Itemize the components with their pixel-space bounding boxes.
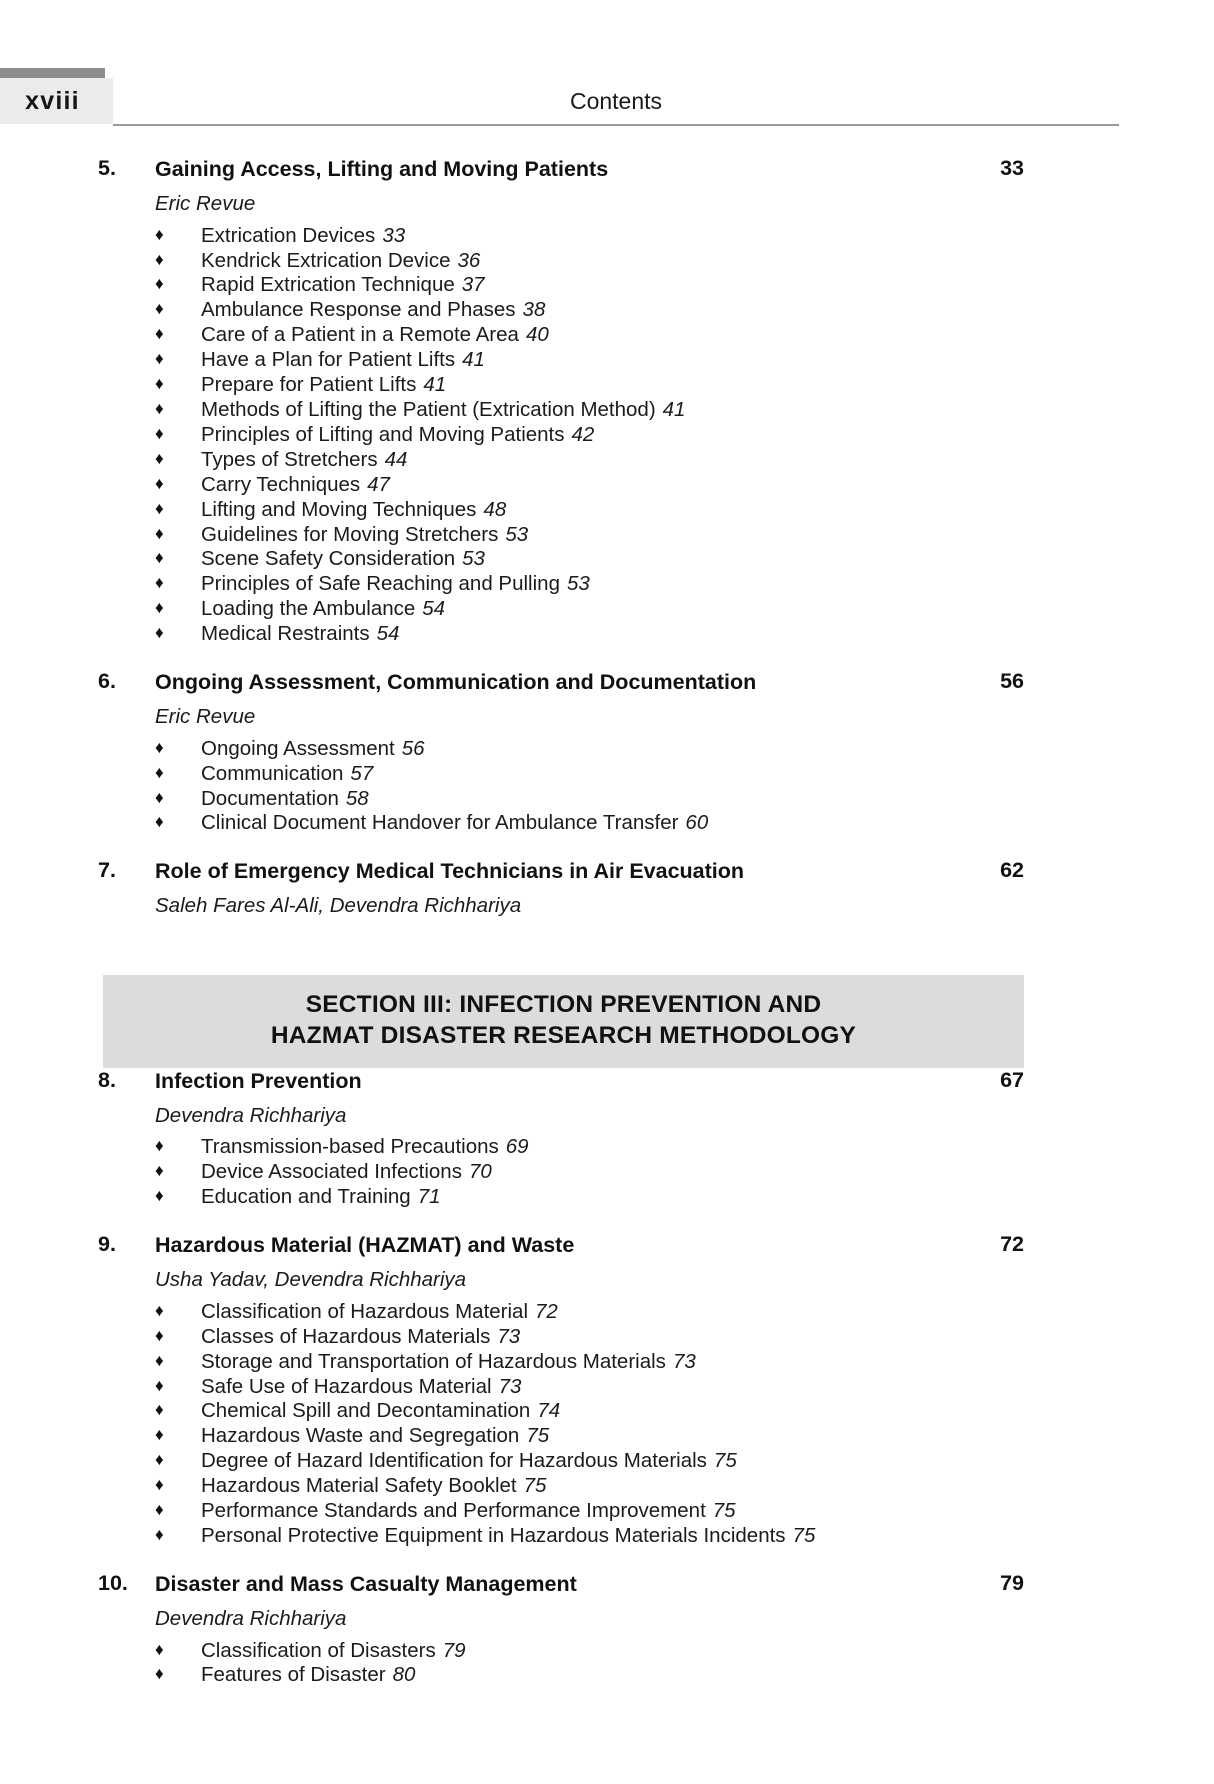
chapter-page-number: 79 [1000, 1570, 1024, 1595]
diamond-bullet-icon: ♦ [155, 548, 164, 568]
topic-label: Classification of Hazardous Material [201, 1299, 528, 1323]
toc-chapter-entry[interactable] [0, 156, 1119, 669]
topic-label: Hazardous Waste and Segregation [201, 1424, 520, 1448]
chapter-title: Hazardous Material (HAZMAT) and Waste [155, 1233, 575, 1258]
topic-list-item[interactable] [155, 737, 1119, 762]
chapter-authors: Devendra Richhariya [155, 1606, 347, 1630]
topic-list-item[interactable] [155, 448, 1119, 473]
chapter-topic-list [0, 1300, 1119, 1549]
topic-label: Documentation [201, 786, 339, 810]
diamond-bullet-icon: ♦ [155, 498, 164, 518]
chapter-topic-list [0, 1639, 1119, 1689]
diamond-bullet-icon: ♦ [155, 299, 164, 319]
topic-page-number: 71 [417, 1185, 441, 1209]
chapter-heading[interactable] [0, 1571, 1119, 1601]
section-banner-line-2: HAZMAT DISASTER RESEARCH METHODOLOGY [270, 1022, 857, 1050]
topic-page-number: 73 [672, 1349, 696, 1373]
diamond-bullet-icon: ♦ [155, 737, 164, 757]
diamond-bullet-icon: ♦ [155, 249, 164, 269]
chapter-spacer [0, 1688, 1119, 1710]
topic-list-item[interactable] [155, 1135, 1119, 1160]
topic-label: Care of a Patient in a Remote Area [201, 323, 519, 347]
topic-label: Scene Safety Consideration [201, 547, 456, 571]
topic-label: Carry Techniques [201, 472, 361, 496]
topic-page-number: 38 [522, 298, 546, 322]
topic-label: Transmission-based Precautions [201, 1135, 499, 1159]
diamond-bullet-icon: ♦ [155, 1325, 164, 1345]
diamond-bullet-icon: ♦ [155, 349, 164, 369]
chapter-page-number: 56 [1000, 669, 1024, 694]
diamond-bullet-icon: ♦ [155, 1161, 164, 1181]
chapter-spacer [0, 1210, 1119, 1232]
section-banner-line-1: SECTION III: INFECTION PREVENTION AND [305, 991, 822, 1019]
chapter-title: Gaining Access, Lifting and Moving Patients [155, 157, 609, 181]
chapter-authors: Saleh Fares Al-Ali, Devendra Richhariya [155, 894, 522, 918]
topic-label: Ongoing Assessment [201, 736, 395, 760]
chapter-title: Ongoing Assessment, Communication and Documentation [155, 670, 757, 695]
chapter-heading[interactable] [0, 156, 1119, 186]
topic-list-item[interactable] [155, 298, 1119, 323]
topic-list-item[interactable] [155, 473, 1119, 498]
chapter-topic-list [0, 224, 1119, 647]
toc-chapter-entry[interactable] [0, 1232, 1119, 1571]
topic-label: Methods of Lifting the Patient (Extrication Method) [201, 398, 656, 422]
chapter-page-number: 67 [1000, 1067, 1024, 1092]
chapter-heading[interactable] [0, 858, 1119, 888]
topic-list-item[interactable] [155, 1499, 1119, 1524]
topic-page-number: 75 [523, 1474, 547, 1498]
header-divider [113, 124, 1119, 126]
chapter-title: Role of Emergency Medical Technicians in Air Evacuation [155, 859, 745, 884]
topic-list-item[interactable] [155, 398, 1119, 423]
topic-list-item[interactable] [155, 1663, 1119, 1688]
topic-page-number: 72 [535, 1299, 558, 1323]
diamond-bullet-icon: ♦ [155, 399, 164, 419]
topic-page-number: 80 [392, 1663, 416, 1687]
topic-list-item[interactable] [155, 323, 1119, 348]
chapter-heading[interactable] [0, 1068, 1119, 1098]
diamond-bullet-icon: ♦ [155, 473, 164, 493]
topic-label: Types of Stretchers [201, 447, 378, 471]
chapter-list-before-banner [0, 156, 1119, 942]
topic-label: Principles of Lifting and Moving Patients [201, 422, 565, 446]
toc-chapter-entry[interactable] [0, 1068, 1119, 1232]
chapter-page-number: 72 [1000, 1232, 1024, 1257]
chapter-number: 6. [98, 669, 116, 694]
toc-chapter-entry[interactable] [0, 1571, 1119, 1710]
topic-label: Communication [201, 761, 344, 785]
topic-label: Education and Training [201, 1185, 411, 1209]
chapter-title: Disaster and Mass Casualty Management [155, 1571, 577, 1596]
topic-label: Lifting and Moving Techniques [201, 497, 477, 521]
diamond-bullet-icon: ♦ [155, 1300, 164, 1320]
diamond-bullet-icon: ♦ [155, 1639, 164, 1659]
topic-page-number: 54 [376, 622, 400, 646]
topic-page-number: 53 [566, 572, 590, 596]
diamond-bullet-icon: ♦ [155, 623, 164, 643]
chapter-authors: Devendra Richhariya [155, 1103, 347, 1127]
diamond-bullet-icon: ♦ [155, 1136, 164, 1156]
chapter-heading[interactable] [0, 669, 1119, 699]
diamond-bullet-icon: ♦ [155, 1400, 164, 1420]
topic-page-number: 57 [350, 761, 374, 785]
topic-page-number: 75 [792, 1523, 816, 1547]
topic-label: Medical Restraints [201, 622, 370, 646]
folio-accent-bar [0, 68, 105, 78]
topic-list-item[interactable] [155, 787, 1119, 812]
chapter-spacer [0, 647, 1119, 669]
chapter-number: 9. [98, 1232, 116, 1257]
chapter-authors: Eric Revue [155, 192, 256, 215]
diamond-bullet-icon: ♦ [155, 598, 164, 618]
chapter-page-number: 62 [1000, 858, 1024, 883]
topic-list-item[interactable] [155, 1160, 1119, 1185]
running-head [0, 78, 1214, 134]
topic-list-item[interactable] [155, 498, 1119, 523]
topic-label: Kendrick Extrication Device [201, 248, 451, 272]
topic-list-item[interactable] [155, 1449, 1119, 1474]
topic-label: Guidelines for Moving Stretchers [201, 522, 499, 546]
toc-chapter-entry[interactable] [0, 669, 1119, 858]
diamond-bullet-icon: ♦ [155, 1450, 164, 1470]
topic-list-item[interactable] [155, 348, 1119, 373]
topic-label: Device Associated Infections [201, 1160, 462, 1184]
topic-page-number: 41 [462, 348, 485, 372]
diamond-bullet-icon: ♦ [155, 274, 164, 294]
table-of-contents [0, 156, 1214, 1710]
diamond-bullet-icon: ♦ [155, 1350, 164, 1370]
topic-label: Performance Standards and Performance Improvement [201, 1499, 706, 1523]
topic-label: Ambulance Response and Phases [201, 298, 516, 322]
topic-list-item[interactable] [155, 1300, 1119, 1325]
section-banner [103, 975, 1024, 1068]
topic-page-number: 58 [345, 786, 369, 810]
topic-page-number: 41 [662, 398, 686, 422]
diamond-bullet-icon: ♦ [155, 374, 164, 394]
chapter-spacer [0, 836, 1119, 858]
topic-list-item[interactable] [155, 423, 1119, 448]
page-title: Contents [569, 88, 663, 114]
topic-list-item[interactable] [155, 224, 1119, 249]
topic-label: Hazardous Material Safety Booklet [201, 1474, 517, 1498]
topic-page-number: 79 [442, 1638, 466, 1662]
topic-page-number: 33 [382, 223, 406, 247]
topic-label: Classification of Disasters [201, 1638, 436, 1662]
topic-page-number: 48 [483, 497, 507, 521]
topic-label: Degree of Hazard Identification for Hazardous Materials [201, 1449, 707, 1473]
topic-list-item[interactable] [155, 1399, 1119, 1424]
topic-page-number: 37 [461, 273, 485, 297]
topic-list-item[interactable] [155, 273, 1119, 298]
topic-page-number: 75 [526, 1424, 550, 1448]
topic-label: Clinical Document Handover for Ambulance Transfer [201, 811, 679, 835]
topic-label: Principles of Safe Reaching and Pulling [201, 572, 560, 596]
chapter-topic-list [0, 1135, 1119, 1210]
topic-list-item[interactable] [155, 1639, 1119, 1664]
topic-label: Storage and Transportation of Hazardous Materials [201, 1349, 666, 1373]
diamond-bullet-icon: ♦ [155, 423, 164, 443]
page-number: xviii [25, 87, 80, 115]
topic-list-item[interactable] [155, 762, 1119, 787]
topic-page-number: 36 [457, 248, 481, 272]
topic-list-item[interactable] [155, 622, 1119, 647]
diamond-bullet-icon: ♦ [155, 1664, 164, 1684]
topic-list-item[interactable] [155, 373, 1119, 398]
topic-page-number: 53 [505, 522, 529, 546]
topic-list-item[interactable] [155, 547, 1119, 572]
diamond-bullet-icon: ♦ [155, 787, 164, 807]
diamond-bullet-icon: ♦ [155, 1186, 164, 1206]
topic-page-number: 70 [468, 1160, 492, 1184]
topic-page-number: 73 [497, 1324, 521, 1348]
topic-label: Chemical Spill and Decontamination [201, 1399, 531, 1423]
chapter-heading[interactable] [0, 1232, 1119, 1262]
diamond-bullet-icon: ♦ [155, 1425, 164, 1445]
diamond-bullet-icon: ♦ [155, 1475, 164, 1495]
topic-list-item[interactable] [155, 523, 1119, 548]
topic-page-number: 56 [401, 736, 425, 760]
topic-label: Safe Use of Hazardous Material [201, 1374, 492, 1398]
topic-label: Loading the Ambulance [201, 597, 416, 621]
topic-list-item[interactable] [155, 1474, 1119, 1499]
diamond-bullet-icon: ♦ [155, 1375, 164, 1395]
topic-page-number: 74 [537, 1399, 561, 1423]
topic-page-number: 73 [498, 1374, 522, 1398]
topic-page-number: 41 [423, 373, 447, 397]
chapter-authors: Usha Yadav, Devendra Richhariya [155, 1268, 467, 1292]
diamond-bullet-icon: ♦ [155, 573, 164, 593]
diamond-bullet-icon: ♦ [155, 1524, 164, 1544]
topic-list-item[interactable] [155, 1424, 1119, 1449]
topic-list-item[interactable] [155, 811, 1119, 836]
topic-label: Rapid Extrication Technique [201, 273, 455, 297]
diamond-bullet-icon: ♦ [155, 1500, 164, 1520]
topic-list-item[interactable] [155, 1325, 1119, 1350]
topic-list-item[interactable] [155, 1524, 1119, 1549]
topic-label: Personal Protective Equipment in Hazardous Materials Incidents [201, 1523, 786, 1547]
topic-list-item[interactable] [155, 249, 1119, 274]
topic-page-number: 75 [713, 1449, 737, 1473]
chapter-page-number: 33 [1000, 156, 1024, 180]
topic-page-number: 42 [571, 422, 595, 446]
topic-page-number: 75 [712, 1499, 736, 1523]
diamond-bullet-icon: ♦ [155, 812, 164, 832]
topic-page-number: 60 [685, 811, 709, 835]
topic-list-item[interactable] [155, 572, 1119, 597]
topic-list-item[interactable] [155, 597, 1119, 622]
topic-list-item[interactable] [155, 1350, 1119, 1375]
topic-page-number: 44 [384, 447, 408, 471]
chapter-spacer [0, 1549, 1119, 1571]
chapter-number: 7. [98, 858, 116, 883]
topic-label: Extrication Devices [201, 223, 376, 247]
diamond-bullet-icon: ♦ [155, 523, 164, 543]
diamond-bullet-icon: ♦ [155, 448, 164, 468]
topic-label: Have a Plan for Patient Lifts [201, 348, 456, 372]
chapter-title: Infection Prevention [155, 1068, 362, 1093]
topic-label: Features of Disaster [201, 1663, 386, 1687]
diamond-bullet-icon: ♦ [155, 762, 164, 782]
toc-chapter-entry[interactable] [0, 858, 1119, 942]
chapter-number: 10. [98, 1570, 128, 1595]
topic-page-number: 40 [525, 323, 549, 347]
chapter-topic-list [0, 737, 1119, 837]
chapter-number: 5. [98, 156, 116, 180]
topic-page-number: 47 [367, 472, 390, 496]
folio-block [0, 78, 113, 124]
diamond-bullet-icon: ♦ [155, 224, 164, 244]
topic-page-number: 53 [462, 547, 485, 571]
diamond-bullet-icon: ♦ [155, 324, 164, 344]
topic-page-number: 69 [505, 1135, 529, 1159]
chapter-authors: Eric Revue [155, 705, 256, 729]
topic-list-item[interactable] [155, 1375, 1119, 1400]
topic-label: Classes of Hazardous Materials [201, 1324, 491, 1348]
chapter-spacer [0, 920, 1119, 942]
topic-list-item[interactable] [155, 1185, 1119, 1210]
chapter-number: 8. [98, 1067, 116, 1092]
topic-label: Prepare for Patient Lifts [201, 373, 417, 397]
topic-page-number: 54 [422, 597, 446, 621]
chapter-list-after-banner [0, 1068, 1119, 1711]
